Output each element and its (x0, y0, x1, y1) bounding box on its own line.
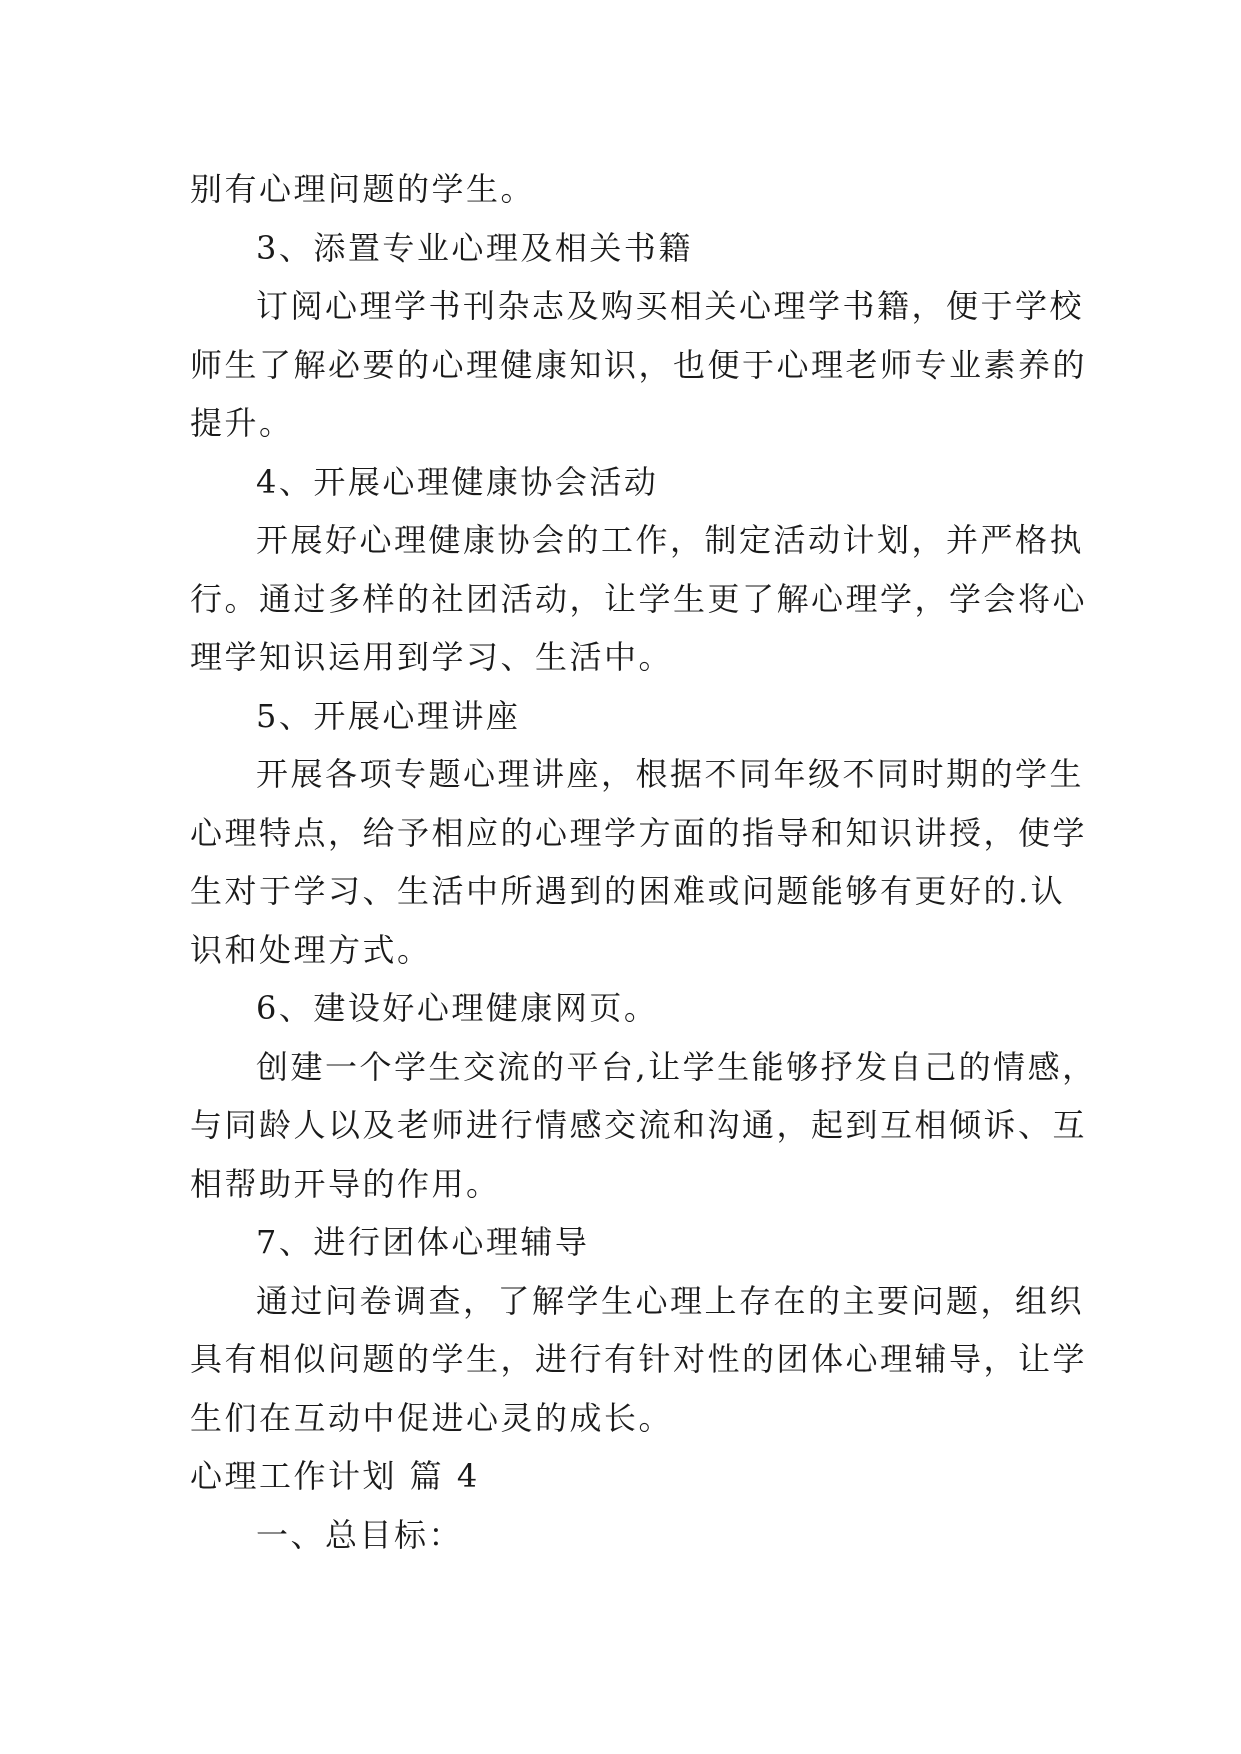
paragraph-line: 提升。 (190, 404, 294, 442)
paragraph-line: 相帮助开导的作用。 (190, 1164, 501, 1203)
paragraph-line: 心理特点，给予相应的心理学方面的指导和知识讲授，使学 (190, 813, 1088, 852)
section-heading-6: 6、建设好心理健康网页。 (256, 989, 659, 1027)
paragraph-line: 生们在互动中促进心灵的成长。 (190, 1398, 674, 1437)
document-body (190, 160, 1097, 1564)
paragraph-line: 开展各项专题心理讲座，根据不同年级不同时期的学生 (256, 755, 1085, 793)
section-heading-5: 5、开展心理讲座 (256, 696, 521, 735)
paragraph-line: 创建一个学生交流的平台,让学生能够抒发自己的情感， (256, 1047, 1097, 1086)
paragraph-line: 生对于学习、生活中所遇到的困难或问题能够有更好的.认 (190, 872, 1066, 910)
section-heading-3: 3、添置专业心理及相关书籍 (256, 228, 693, 267)
section-heading-7: 7、进行团体心理辅导 (256, 1223, 590, 1261)
paragraph-line: 开展好心理健康协会的工作，制定活动计划，并严格执 (256, 521, 1085, 559)
paragraph-line: 理学知识运用到学习、生活中。 (190, 638, 674, 676)
paragraph-line: 师生了解必要的心理健康知识，也便于心理老师专业素养的 (190, 345, 1088, 384)
article-title: 心理工作计划 篇 4 (190, 1457, 480, 1495)
paragraph-line: 行。通过多样的社团活动，让学生更了解心理学，学会将心 (190, 579, 1088, 618)
paragraph-line: 识和处理方式。 (190, 930, 432, 969)
paragraph-line: 与同龄人以及老师进行情感交流和沟通，起到互相倾诉、互 (190, 1106, 1088, 1144)
paragraph-line: 通过问卷调查，了解学生心理上存在的主要问题，组织 (256, 1281, 1085, 1320)
paragraph-line: 别有心理问题的学生。 (190, 170, 536, 208)
paragraph-line: 订阅心理学书刊杂志及购买相关心理学书籍，便于学校 (256, 287, 1085, 325)
section-heading-overall-goal: 一、总目标： (256, 1515, 464, 1554)
section-heading-4: 4、开展心理健康协会活动 (256, 462, 659, 501)
paragraph-line: 具有相似问题的学生，进行有针对性的团体心理辅导，让学 (190, 1340, 1088, 1378)
